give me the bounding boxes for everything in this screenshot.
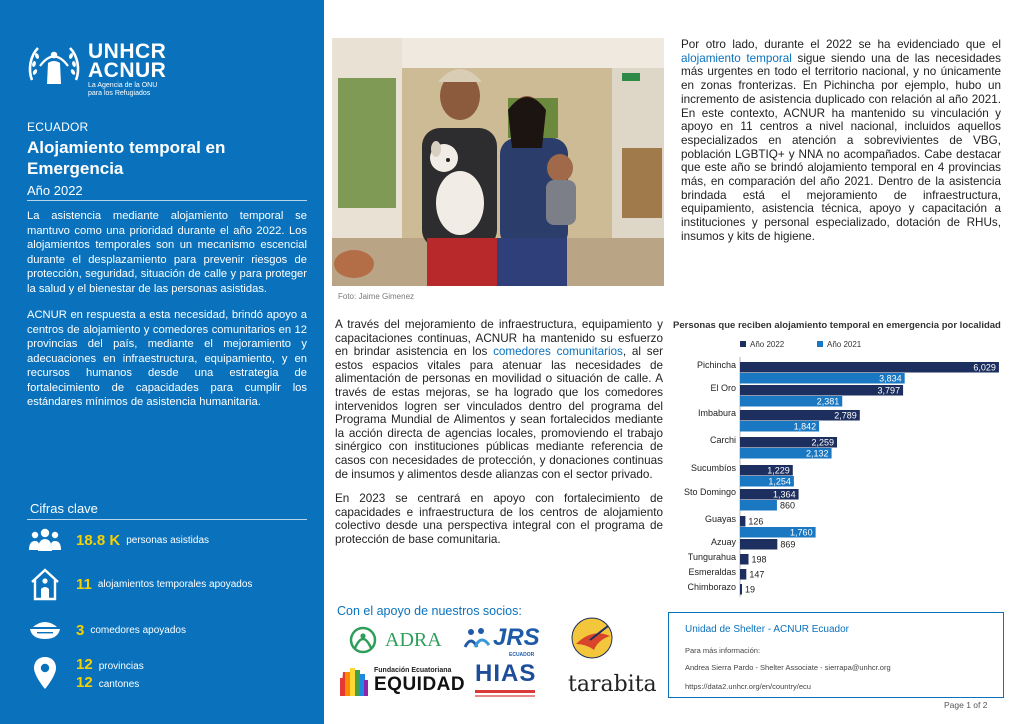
bar-chart	[670, 335, 1005, 600]
partner-tarabita-emblem	[568, 614, 616, 662]
bar	[740, 569, 746, 580]
category-label: Carchi	[709, 435, 736, 445]
jrs-wordmark: JRS	[493, 624, 540, 651]
partner-tarabita	[568, 672, 657, 697]
key-figure-value: 12	[76, 656, 93, 673]
data-label: 3,797	[877, 385, 901, 396]
key-figure-shelters	[28, 567, 252, 601]
country-label: ECUADOR	[27, 120, 89, 134]
category-label: Tungurahua	[687, 552, 736, 562]
category-label: Sucumbíos	[690, 463, 736, 473]
unhcr-logo	[26, 42, 166, 98]
contact-info-label: Para más información:	[685, 646, 761, 655]
bar	[740, 500, 777, 511]
category-label: Esmeraldas	[688, 567, 736, 577]
partner-equidad	[337, 664, 465, 698]
partners-title: Con el apoyo de nuestros socios:	[337, 604, 522, 618]
right-column-text	[681, 38, 1001, 244]
contact-url-link[interactable]: https://data2.unhcr.org/en/country/ecu	[685, 682, 811, 691]
contact-person: Andrea Sierra Pardo - Shelter Associate - sierrapa@unhcr.org	[685, 663, 891, 672]
key-figure-value: 18.8 K	[76, 531, 121, 549]
jrs-figures-icon	[463, 627, 493, 649]
cover-photo	[332, 38, 664, 286]
text-span: sigue siendo una de las necesidades más urgentes en todo el territorio nacional, y no únicamente en zonas fronterizas. En Pichincha por ejemplo, hubo un incremento de asistencia duplicado con relación al año 2021. En este contexto, ACNUR ha mantenido su vinculación y apoyo en 11 centros a nivel nacional, incluidos aquellos especializados en atención a sobrevivientes de VBG, población LGBTIQ+ y NNA no acompañados. Cabe destacar que este año se brindó alojamiento temporal en 4 provincias más, en comparación del año 2021. Dentro de la asistencia brindada está el mejoramiento de infraestructura, equipamiento, asistencia técnica, apoyo y capacitación a instituciones y personal especializado, dotación de RHUs, insumos y kits de higiene.	[681, 51, 1001, 243]
category-label: Chimborazo	[687, 582, 736, 592]
data-label: 3,834	[879, 373, 902, 384]
category-label: Guayas	[704, 514, 736, 524]
bar	[740, 584, 742, 595]
data-label: 1,364	[773, 489, 796, 500]
key-figure-label-2: cantones	[98, 679, 140, 690]
category-label: Imbabura	[697, 408, 736, 418]
food-bowl-icon	[28, 613, 62, 647]
partner-hias	[475, 660, 536, 697]
location-pin-icon	[28, 656, 62, 690]
alojamiento-temporal-link[interactable]: alojamiento temporal	[681, 51, 792, 65]
legend-swatch	[817, 341, 823, 347]
tarabita-wordmark: tarabita	[568, 672, 657, 697]
data-label: 1,842	[793, 421, 817, 432]
key-figure-value-2: 12	[76, 674, 93, 691]
chart-title: Personas que reciben alojamiento temporal en emergencia por localidad	[673, 320, 1001, 331]
hias-wordmark: HIAS	[475, 660, 537, 687]
logo-tagline-2: para los Refugiados	[88, 90, 151, 97]
key-figure-label: comedores apoyados	[90, 624, 186, 636]
equidad-wordmark: EQUIDAD	[374, 673, 466, 695]
logo-acnur-text: ACNUR	[88, 59, 167, 82]
text-span: Por otro lado, durante el 2022 se ha evidenciado que el	[681, 38, 1001, 51]
data-label: 6,029	[973, 362, 996, 373]
data-label: 198	[751, 554, 767, 565]
equidad-top-text: Fundación Ecuatoriana	[374, 666, 452, 674]
people-icon	[28, 523, 62, 557]
logo-unhcr-text: UNHCR	[88, 40, 167, 63]
bar	[740, 516, 745, 527]
data-label: 2,259	[811, 437, 835, 448]
intro-paragraph-2: ACNUR en respuesta a esta necesidad, brindó apoyo a centros de alojamiento y comedores comunitarios en 12 provincias del país, mediante el mejoramiento y adecuaciones en infraestructura, equipamiento, y en recursos humanos desde una estrategia de fortalecimiento de capacidades para cumplir los estándares mínimos de asistencia humanitaria.	[27, 309, 307, 408]
unhcr-emblem-icon	[26, 42, 82, 88]
partner-jrs	[463, 624, 540, 658]
comedores-comunitarios-link[interactable]: comedores comunitarios	[493, 345, 623, 359]
data-label: 1,760	[790, 527, 813, 538]
data-label: 126	[748, 516, 764, 527]
middle-column-text	[335, 318, 663, 558]
key-figure-label: personas asistidas	[126, 534, 210, 546]
rainbow-hand-icon	[337, 664, 369, 698]
category-label: El Oro	[710, 383, 736, 393]
bar	[740, 554, 749, 565]
bar	[740, 539, 777, 550]
data-label: 2,132	[806, 448, 829, 459]
hummingbird-emblem-icon	[568, 614, 616, 662]
report-year: Año 2022	[27, 183, 83, 198]
data-label: 1,254	[768, 476, 791, 487]
paragraph: En 2023 se centrará en apoyo con fortalecimiento de capacidades e infraestructura de los centros de alojamiento colectivo desde una perspectiva integral con el programa de protección de base comunitaria.	[335, 492, 663, 546]
page-number: Page 1 of 2	[944, 700, 988, 710]
data-label: 19	[745, 584, 756, 595]
adra-wordmark: ADRA	[385, 628, 442, 651]
contact-box	[668, 612, 1004, 698]
data-label: 2,381	[816, 396, 840, 407]
key-figure-kitchens	[28, 613, 186, 647]
bar	[740, 362, 999, 373]
intro-paragraph-1: La asistencia mediante alojamiento temporal se mantuvo como una prioridad durante el año 2022. Los alojamientos temporales son un mecanismo escencial durante el desplazamiento para prevenir riesgos de protección, seguridad, situación de calle y para proteger la salud y el bienestar de las personas asistidas.	[27, 210, 307, 295]
text-span: , al ser estos espacios vitales para atenuar las necesidades de alimentación de personas en movilidad o situación de calle. A través de estas mejoras, se ha logrado que los comedores intervenidos logren ser vinculados dentro del programa del Programa Mundial de Alimentos y sean fortalecidos mediante la acción directa de agencias locales, promoviendo el trabajo sinérgico con instituciones públicas mediante referencia de casos con necesidades de protección, y donaciones continuas de insumos y alimentos desde alianzas con el sector privado.	[335, 345, 663, 481]
divider	[27, 200, 307, 201]
photo-credit: Foto: Jaime Gimenez	[338, 292, 415, 301]
data-label: 147	[749, 569, 765, 580]
shelter-icon	[28, 567, 62, 601]
contact-title: Unidad de Shelter - ACNUR Ecuador	[685, 624, 849, 635]
key-figure-locations	[28, 656, 144, 691]
intro-text	[27, 209, 307, 422]
sidebar	[0, 0, 324, 724]
key-figure-value: 11	[76, 575, 92, 593]
category-label: Pichincha	[696, 360, 736, 370]
data-label: 860	[779, 500, 795, 511]
legend-swatch	[740, 341, 746, 347]
hias-underline	[475, 695, 535, 697]
adra-emblem-icon	[345, 626, 381, 654]
data-label: 1,229	[767, 465, 790, 476]
legend-label: Año 2022	[750, 340, 785, 349]
key-figures-title: Cifras clave	[30, 501, 98, 516]
category-label: Azuay	[710, 537, 736, 547]
hias-underline	[475, 690, 535, 693]
key-figure-label: alojamientos temporales apoyados	[97, 578, 253, 590]
jrs-subtitle: ECUADOR	[509, 652, 535, 658]
text-span: A través del mejoramiento de infraestructura, equipamiento y capacitaciones continuas, ACNUR ha mantenido su esfuerzo en brindar asistencia en los	[335, 318, 663, 359]
divider	[27, 519, 307, 520]
data-label: 869	[780, 539, 796, 550]
key-figure-people	[28, 523, 209, 557]
paragraph	[335, 318, 663, 481]
key-figure-label: provincias	[98, 661, 144, 672]
partner-adra	[345, 626, 442, 654]
page-title: Alojamiento temporal en Emergencia	[27, 138, 226, 178]
key-figure-value: 3	[76, 621, 85, 639]
category-label: Sto Domingo	[683, 487, 736, 497]
legend-label: Año 2021	[827, 340, 862, 349]
data-label: 2,789	[834, 410, 857, 421]
logo-tagline-1: La Agencia de la ONU	[88, 82, 158, 89]
